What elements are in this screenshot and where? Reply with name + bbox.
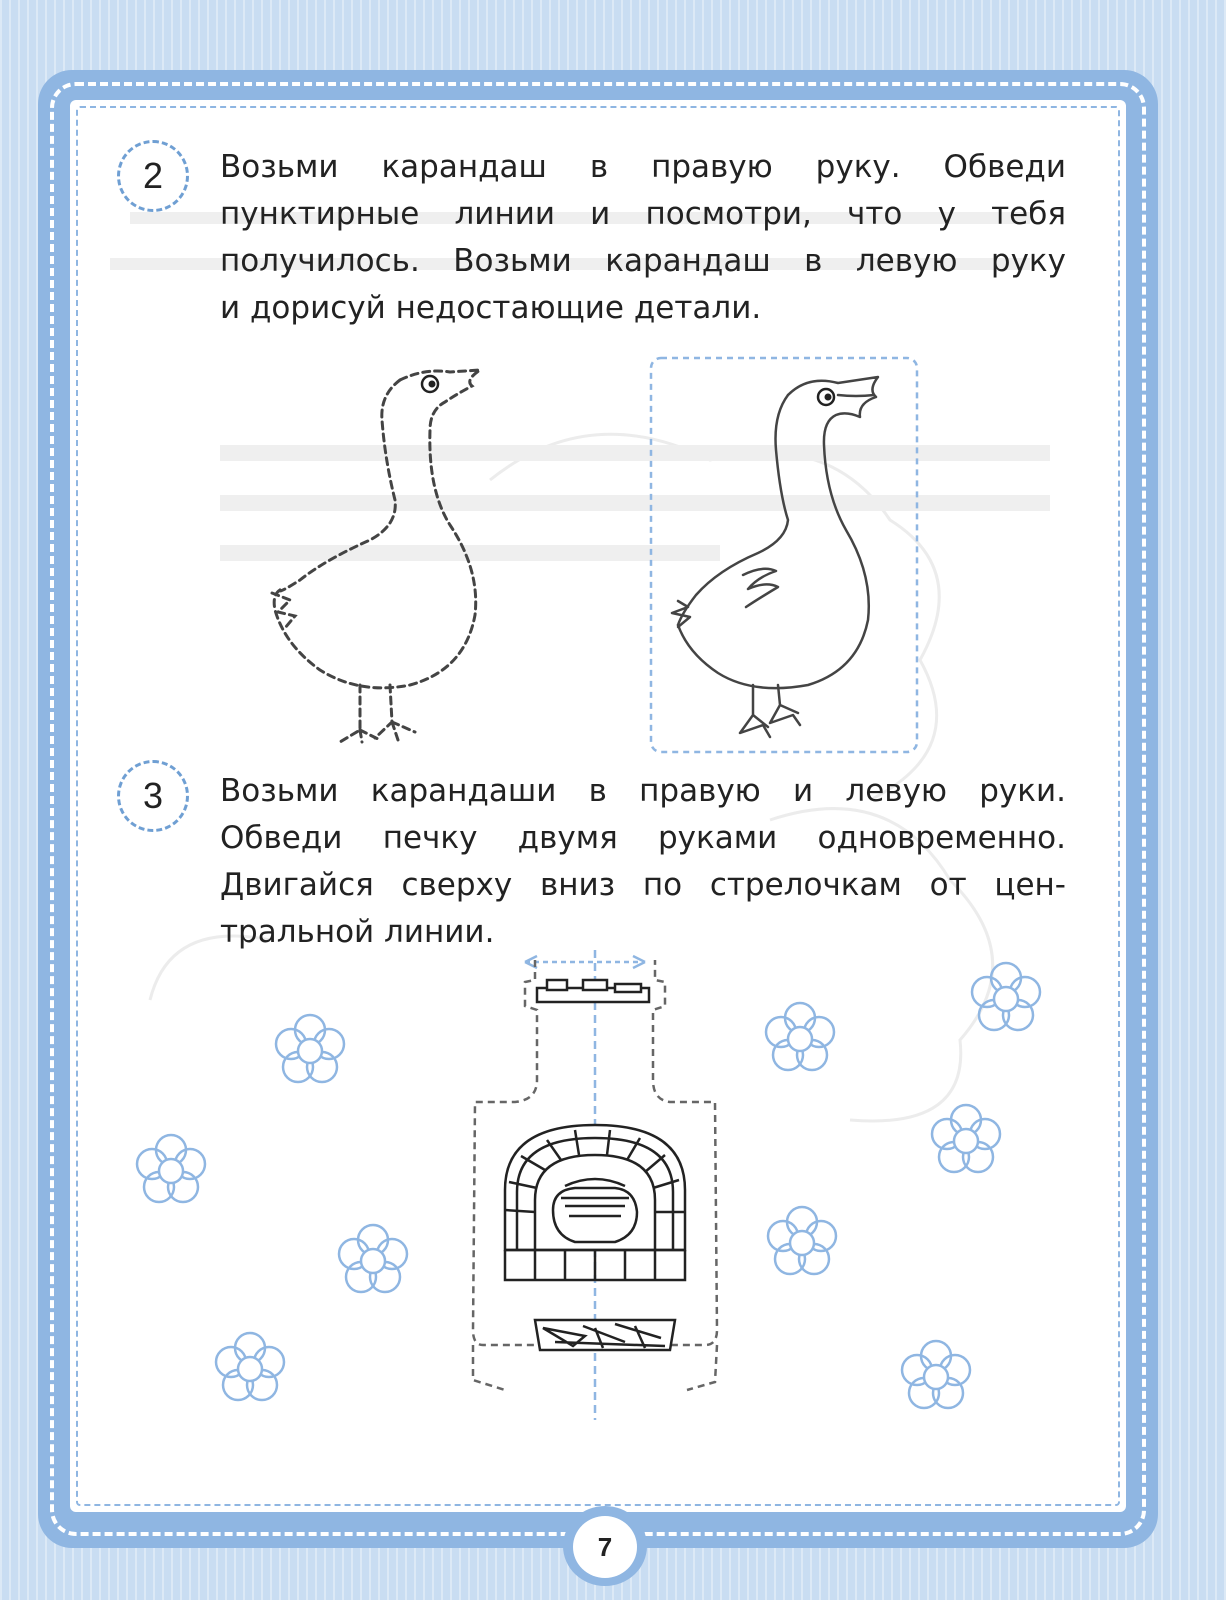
task-2-number: 2 — [142, 155, 164, 196]
task-2-line: и дорисуй недостающие детали. — [220, 290, 762, 326]
page-number: 7 — [573, 1516, 637, 1578]
flower-decoration — [760, 998, 840, 1078]
task-3-number-badge — [117, 760, 189, 832]
task-3-line: Возьми карандаши в правую и левую руки. — [220, 773, 1066, 809]
flower-decoration — [210, 1328, 290, 1408]
flower-decoration — [131, 1130, 211, 1210]
stove-tracing-outline[interactable] — [465, 950, 735, 1420]
task-3-number: 3 — [142, 775, 164, 816]
task-2-instructions — [220, 144, 1066, 332]
flower-decoration — [762, 1202, 842, 1282]
task-2-line: Возьми карандаш в правую руку. Обведи — [220, 149, 1066, 185]
task-2-line: получилось. Возьми карандаш в левую руку — [220, 243, 1066, 279]
task-3-line: Двигайся сверху вниз по стрелочкам от цен- — [220, 867, 1066, 903]
task-2-line: пунктирные линии и посмотри, что у тебя — [220, 196, 1066, 232]
worksheet-panel — [70, 100, 1126, 1512]
goose-tracing-outline[interactable] — [250, 350, 510, 750]
flower-decoration — [926, 1100, 1006, 1180]
flower-decoration — [333, 1220, 413, 1300]
task-2-number-badge — [117, 140, 189, 212]
task-3-instructions — [220, 768, 1066, 956]
task-3-line: тральной линии. — [220, 914, 495, 950]
flower-decoration — [966, 958, 1046, 1038]
task-3-line: Обведи печку двумя руками одновременно. — [220, 820, 1066, 856]
flower-decoration — [270, 1010, 350, 1090]
goose-reference-picture — [648, 355, 920, 755]
flower-decoration — [896, 1336, 976, 1416]
